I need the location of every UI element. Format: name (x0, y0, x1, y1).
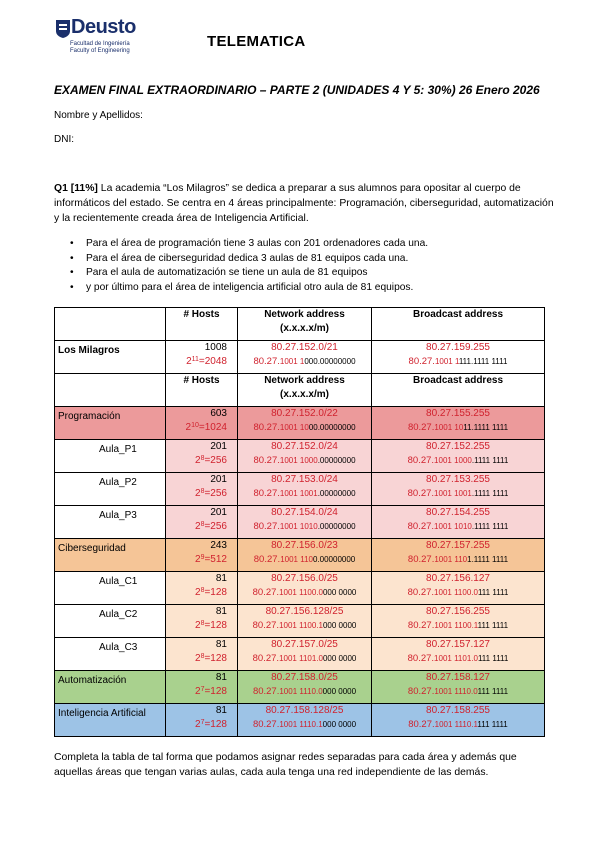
broadcast-address: 80.27.152.255 (426, 441, 490, 452)
network-binary: 80.27.1001 1010.00000000 (253, 521, 356, 532)
row-name: Aula_P2 (99, 477, 137, 488)
network-binary: 80.27.1001 1001.00000000 (253, 488, 356, 499)
table-row (55, 572, 545, 605)
hosts-value: 81 (215, 705, 227, 716)
network-binary: 80.27.1001 1100.00000000 (253, 554, 356, 565)
header-broadcast: Broadcast address (372, 374, 545, 407)
hosts-power: $2^{10}=1024$ (185, 422, 227, 433)
name-label: Nombre y Apellidos: (54, 110, 143, 121)
network-address: 80.27.158.128/25 (265, 705, 344, 716)
broadcast-binary: 80.27.1001 1010.1111 1111 (407, 521, 509, 532)
hosts-power: $2^8=128$ (195, 620, 227, 631)
row-name: Aula_C1 (99, 576, 138, 587)
list-item: • Para el aula de automatización se tiene un aula de 81 equipos (54, 266, 554, 281)
broadcast-address: 80.27.158.127 (426, 672, 490, 683)
table-header-row (55, 374, 545, 407)
logo-subtitle-2: Faculty of Engineering (70, 48, 130, 54)
header-network-label: Network address (264, 375, 345, 386)
hosts-value: 81 (215, 573, 227, 584)
hosts-power: $2^7=128$ (195, 686, 227, 697)
hosts-power: $2^9=512$ (195, 554, 227, 565)
shield-logo-icon (56, 20, 70, 38)
network-address: 80.27.157.0/25 (271, 639, 338, 650)
question-body: La academia “Los Milagros” se dedica a preparar a sus alumnos para opositar al cuerpo de informáticos del estado. Se centra en 4 áreas principalmente: Programación, ciberseguridad, automatización y la recientemente creada área de Inteligencia Artificial. (54, 183, 554, 224)
requirements-list (54, 237, 554, 295)
table-row (55, 704, 545, 737)
header-network-format: (x.x.x.x/m) (280, 323, 329, 334)
broadcast-binary: 80.27.1001 1101.1111 1111 (407, 554, 509, 565)
row-name: Ciberseguridad (58, 543, 126, 554)
logo-subtitle-1: Facultad de Ingeniería (70, 41, 130, 47)
instructions-text: Completa la tabla de tal forma que podamos asignar redes separadas para cada área y además que aquellas áreas que tengan varias aulas, cada aula tenga una red independiente de las demás. (54, 752, 517, 778)
network-address: 80.27.154.0/24 (271, 507, 338, 518)
network-address: 80.27.153.0/24 (271, 474, 338, 485)
row-name: Automatización (58, 675, 127, 686)
hosts-power: $2^8=128$ (195, 587, 227, 598)
broadcast-address: 80.27.157.255 (426, 540, 490, 551)
row-name: Aula_P1 (99, 444, 137, 455)
row-name: Programación (58, 411, 121, 422)
hosts-power: $2^7=128$ (195, 719, 227, 730)
dni-label: DNI: (54, 134, 74, 145)
network-address: 80.27.152.0/22 (271, 408, 338, 419)
broadcast-address: 80.27.153.255 (426, 474, 490, 485)
row-name: Inteligencia Artificial (58, 708, 146, 719)
hosts-power: $2^8=128$ (195, 653, 227, 664)
table-row (55, 539, 545, 572)
broadcast-binary: 80.27.1001 1110.0111 1111 (407, 686, 509, 697)
logo-title: Deusto (71, 16, 136, 38)
hosts-value: 201 (210, 474, 227, 485)
network-binary: 80.27.1001 1100.1000 0000 (252, 620, 357, 631)
network-binary: 80.27.1001 1110.1000 0000 (252, 719, 357, 730)
subnet-table (54, 307, 545, 737)
row-name: Aula_C3 (99, 642, 138, 653)
table-row (55, 638, 545, 671)
header-hosts: # Hosts (166, 374, 238, 407)
table-header-row (55, 308, 545, 341)
broadcast-address: 80.27.156.127 (426, 573, 490, 584)
network-binary: 80.27.1001 1000.00000000 (253, 422, 356, 433)
table-row (55, 506, 545, 539)
broadcast-address: 80.27.154.255 (426, 507, 490, 518)
broadcast-binary: 80.27.1001 1101.0111 1111 (407, 653, 509, 664)
broadcast-binary: 80.27.1001 1111.1111 1111 (408, 356, 508, 367)
deusto-logo (56, 16, 156, 60)
header-network (238, 374, 372, 407)
broadcast-address: 80.27.155.255 (426, 408, 490, 419)
list-item: • y por último para el área de inteligencia artificial otro aula de 81 equipos. (54, 281, 554, 296)
header-broadcast: Broadcast address (372, 308, 545, 341)
network-address: 80.27.158.0/25 (271, 672, 338, 683)
header-hosts: # Hosts (166, 308, 238, 341)
network-address: 80.27.156.0/23 (271, 540, 338, 551)
hosts-value: 243 (210, 540, 227, 551)
network-address: 80.27.156.0/25 (271, 573, 338, 584)
header-blank-cell (55, 374, 166, 407)
network-binary: 80.27.1001 1000.00000000 (253, 455, 356, 466)
hosts-value: 201 (210, 507, 227, 518)
network-address: 80.27.156.128/25 (265, 606, 344, 617)
course-title: TELEMATICA (207, 33, 306, 50)
question-number: Q1 [11%] (54, 183, 98, 194)
list-item: • Para el área de ciberseguridad dedica 3 aulas de 81 equipos cada una. (54, 252, 554, 267)
hosts-value: 81 (215, 606, 227, 617)
hosts-value: 201 (210, 441, 227, 452)
broadcast-address: 80.27.159.255 (426, 342, 490, 353)
broadcast-binary: 80.27.1001 1100.1111 1111 (407, 620, 509, 631)
row-name: Los Milagros (58, 345, 120, 356)
hosts-power: $2^8=256$ (195, 521, 227, 532)
broadcast-address: 80.27.156.255 (426, 606, 490, 617)
network-binary: 80.27.1001 1000.00000000 (253, 356, 356, 367)
header-network-format: (x.x.x.x/m) (280, 389, 329, 400)
hosts-power: $2^{11}=2048$ (186, 356, 227, 367)
hosts-value: 81 (215, 639, 227, 650)
broadcast-address: 80.27.158.255 (426, 705, 490, 716)
table-row (55, 440, 545, 473)
list-item: • Para el área de programación tiene 3 aulas con 201 ordenadores cada una. (54, 237, 554, 252)
hosts-power: $2^8=256$ (195, 455, 227, 466)
header-blank-cell (55, 308, 166, 341)
table-row (55, 341, 545, 374)
table-row (55, 671, 545, 704)
question-text (54, 181, 554, 226)
broadcast-binary: 80.27.1001 1011.1111 1111 (407, 422, 509, 433)
hosts-power: $2^8=256$ (195, 488, 227, 499)
table-row (55, 605, 545, 638)
broadcast-binary: 80.27.1001 1001.1111 1111 (407, 488, 509, 499)
exam-title: EXAMEN FINAL EXTRAORDINARIO – PARTE 2 (UNIDADES 4 Y 5: 30%) 26 Enero 2026 (54, 83, 540, 97)
network-address: 80.27.152.0/21 (271, 342, 338, 353)
table-row (55, 407, 545, 440)
row-name: Aula_P3 (99, 510, 137, 521)
row-name: Aula_C2 (99, 609, 138, 620)
header-network-label: Network address (264, 309, 345, 320)
network-binary: 80.27.1001 1100.0000 0000 (252, 587, 357, 598)
network-binary: 80.27.1001 1101.0000 0000 (252, 653, 357, 664)
hosts-value: 603 (210, 408, 227, 419)
header-network (238, 308, 372, 341)
table-body (55, 407, 545, 737)
broadcast-binary: 80.27.1001 1000.1111 1111 (407, 455, 509, 466)
network-binary: 80.27.1001 1110.0000 0000 (252, 686, 357, 697)
hosts-value: 1008 (204, 342, 227, 353)
broadcast-binary: 80.27.1001 1110.1111 1111 (408, 719, 508, 730)
broadcast-address: 80.27.157.127 (426, 639, 490, 650)
table-row (55, 473, 545, 506)
broadcast-binary: 80.27.1001 1100.0111 1111 (407, 587, 509, 598)
network-address: 80.27.152.0/24 (271, 441, 338, 452)
hosts-value: 81 (215, 672, 227, 683)
